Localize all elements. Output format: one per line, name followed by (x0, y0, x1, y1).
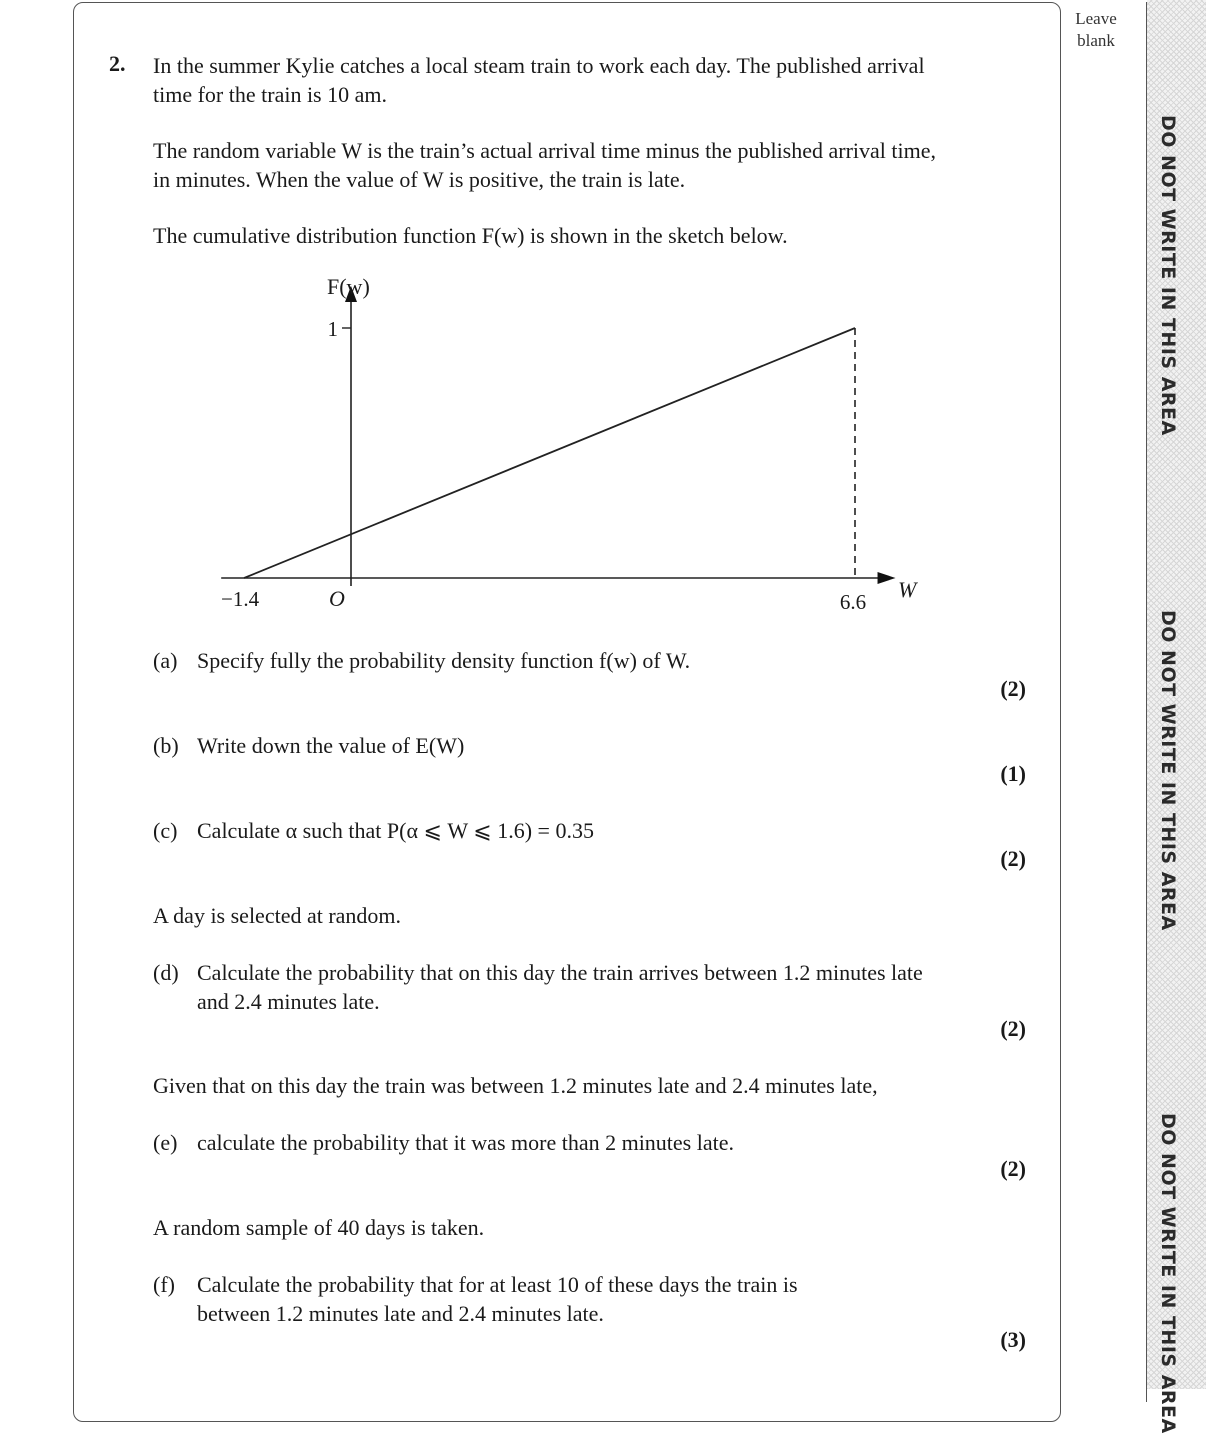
part-b (153, 731, 1033, 760)
do-not-write-banner: DO NOT WRITE IN THIS AREA (1157, 1113, 1179, 1434)
x-axis-label: W (898, 577, 917, 602)
part-a-marks: (2) (1000, 676, 1026, 701)
random-day-text: A day is selected at random. (153, 903, 402, 928)
part-d-line-1: Calculate the probability that on this day the train arrives between 1.2 minutes late (197, 960, 923, 985)
leave-blank-column (1061, 2, 1147, 1402)
part-d-label: (d) (153, 960, 179, 985)
x-tick-label-pos: 6.6 (839, 590, 867, 614)
x-axis-arrow (878, 572, 896, 584)
part-d-line-2: and 2.4 minutes late. (197, 989, 380, 1014)
given-text: Given that on this day the train was between 1.2 minutes late and 2.4 minutes late, (153, 1073, 878, 1098)
y-tick-label: 1 (327, 317, 338, 341)
part-c (153, 816, 1033, 845)
part-c-marks: (2) (1000, 846, 1026, 871)
part-b-label: (b) (153, 733, 179, 758)
do-not-write-banner: DO NOT WRITE IN THIS AREA (1157, 610, 1179, 931)
part-e-marks: (2) (1000, 1156, 1026, 1181)
part-c-text: Calculate α such that P(α ⩽ W ⩽ 1.6) = 0.35 (197, 818, 594, 843)
part-c-label: (c) (153, 818, 178, 843)
sample-text: A random sample of 40 days is taken. (153, 1215, 485, 1240)
origin-label: O (329, 586, 345, 611)
part-f-line-1: Calculate the probability that for at least 10 of these days the train is (197, 1272, 798, 1297)
random-variable-line-1: The random variable W is the train’s actual arrival time minus the published arrival time, (153, 138, 937, 163)
part-a (153, 646, 1033, 675)
random-variable-line-2: in minutes. When the value of W is positive, the train is late. (153, 167, 686, 192)
leave-blank-label: Leave blank (1075, 9, 1117, 50)
part-e (153, 1128, 1033, 1157)
part-f-label: (f) (153, 1272, 175, 1297)
part-b-marks: (1) (1000, 761, 1026, 786)
part-f-line-2: between 1.2 minutes late and 2.4 minutes late. (197, 1301, 604, 1326)
part-e-text: calculate the probability that it was more than 2 minutes late. (197, 1130, 735, 1155)
cdf-line (244, 328, 855, 578)
x-tick-label-neg: −1.4 (221, 587, 260, 611)
part-d (153, 958, 1033, 1014)
y-axis-label: F(w) (327, 274, 370, 299)
part-b-text: Write down the value of E(W) (197, 733, 465, 758)
part-a-text: Specify fully the probability density function f(w) of W. (197, 648, 691, 673)
part-f (153, 1270, 1033, 1326)
part-f-marks: (3) (1000, 1327, 1026, 1352)
part-e-label: (e) (153, 1130, 178, 1155)
cdf-sketch (0, 0, 1000, 640)
intro-line-2: time for the train is 10 am. (153, 82, 387, 107)
part-d-marks: (2) (1000, 1016, 1026, 1041)
part-a-label: (a) (153, 648, 178, 673)
do-not-write-banner: DO NOT WRITE IN THIS AREA (1157, 115, 1179, 436)
question-number: 2. (109, 51, 126, 76)
cdf-sentence: The cumulative distribution function F(w) is shown in the sketch below. (153, 223, 788, 248)
intro-line-1: In the summer Kylie catches a local steam train to work each day. The published arrival (153, 53, 925, 78)
